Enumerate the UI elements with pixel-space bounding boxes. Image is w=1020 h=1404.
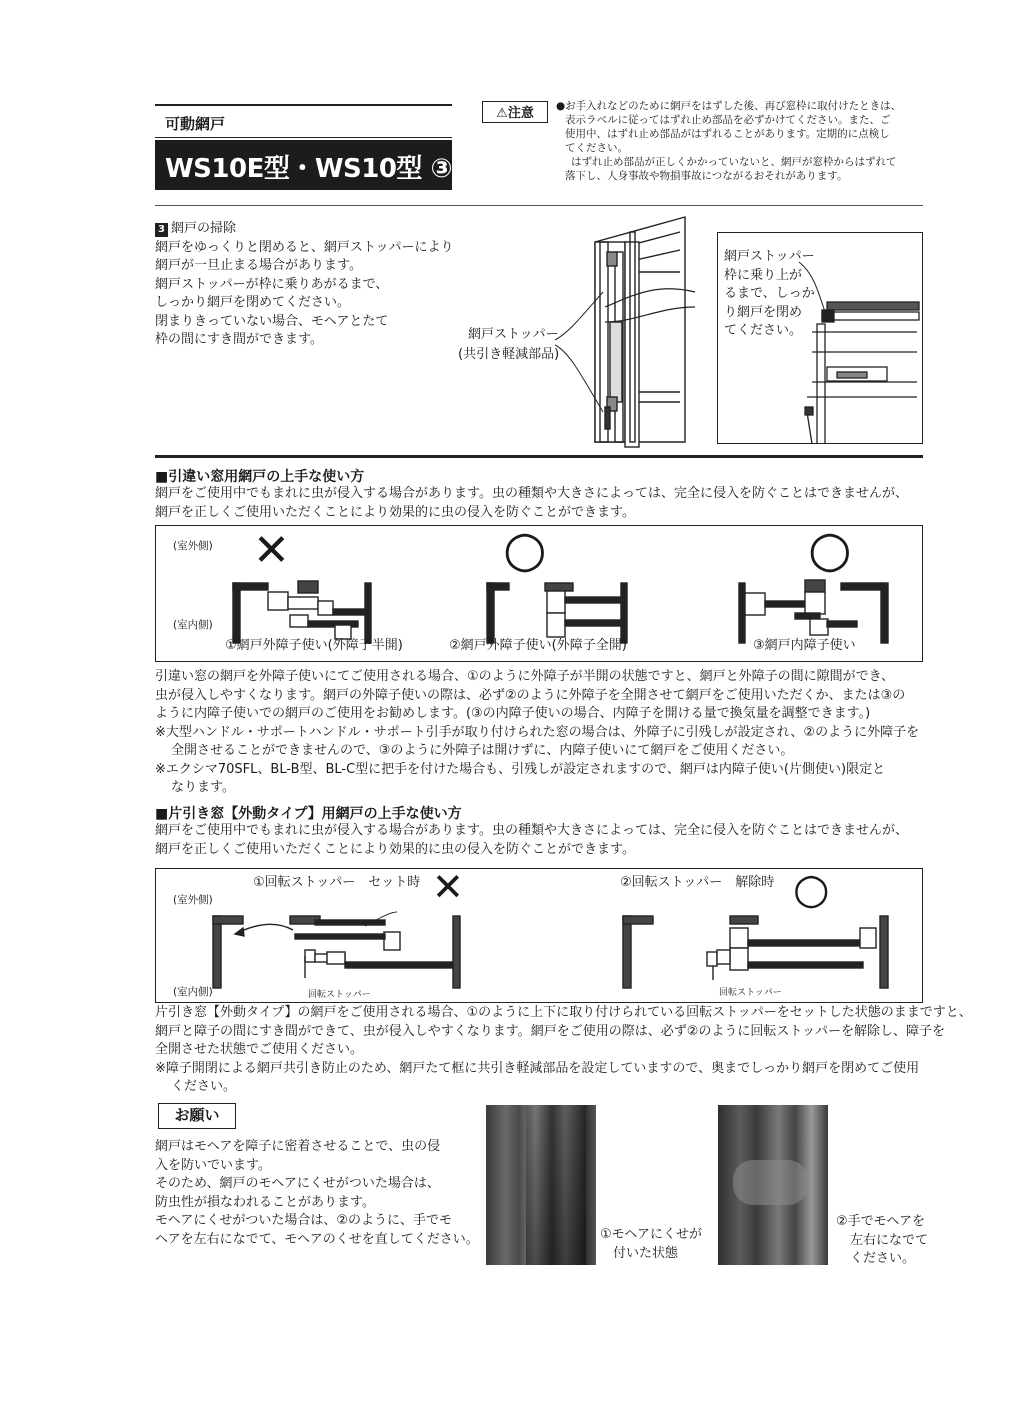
stopper-sublabel: (共引き軽減部品) (458, 347, 560, 362)
inset-text (724, 248, 815, 341)
cleaning-line: 枠の間にすき間ができます。 (155, 332, 323, 347)
photo-hand-shape (733, 1160, 808, 1205)
body-line: 虫が侵入しやすくなります。網戸の外障子使いの際は、必ず②のように外障子を全開させて網戸をご使用いただくか、または③の (155, 687, 906, 703)
model-title (155, 140, 452, 190)
casement-intro (155, 822, 908, 859)
cleaning-line: 網戸ストッパーが枠に乗りあがるまで、 (155, 276, 389, 292)
caption-line: ください。 (850, 1251, 916, 1266)
stopper-small-label: 回転ストッパー (308, 990, 371, 1000)
diagram-inner-sash (739, 580, 888, 643)
stopper-release-label: ②回転ストッパー 解除時 (620, 875, 775, 890)
note-line: ください。 (171, 1079, 237, 1094)
photo2-caption (836, 1213, 928, 1269)
stopper-small-label: 回転ストッパー (719, 988, 782, 998)
caption-line: ②手でモヘアを (836, 1214, 926, 1229)
intro-line: 網戸をご使用中でもまれに虫が侵入する場合があります。虫の種類や大きさによっては、完全に侵入を防ぐことはできませんが、 (155, 823, 908, 838)
intro-line: 網戸を正しくご使用いただくことにより効果的に虫の侵入を防ぐことができます。 (155, 504, 635, 520)
cleaning-line: 網戸が一旦止まる場合があります。 (155, 258, 362, 273)
caption-line: 左右になでて (850, 1232, 929, 1248)
indoor-label: (室内側) (173, 619, 213, 631)
note-line: なります。 (171, 780, 235, 795)
request-text (155, 1138, 479, 1249)
stopper-label: 網戸ストッパー (468, 327, 559, 342)
caution-text (556, 99, 936, 183)
cleaning-line: 網戸をゆっくりと閉めると、網戸ストッパーにより (155, 239, 454, 255)
outdoor-label: (室外側) (173, 540, 213, 552)
photo1-caption (600, 1226, 702, 1263)
request-line: ヘアを左右になでて、モヘアのくせを直してください。 (155, 1231, 479, 1247)
diagram-half-open (233, 581, 371, 643)
model-title-text: WS10E型・WS10型 ③ (165, 154, 452, 184)
cleaning-title (155, 220, 455, 239)
body-line: ように内障子使いでの網戸のご使用をお勧めします。(③の内障子使いの場合、内障子を開ける量で換気量を調整できます。) (155, 706, 871, 721)
section-number-badge: 3 (155, 223, 168, 237)
diagram-caption: ①網戸外障子使い(外障子半開) (225, 638, 403, 653)
caution-line: ●お手入れなどのために網戸をはずした後、再び窓枠に取付けたときは、 (556, 100, 902, 112)
cleaning-line: 閉まりきっていない場合、モヘアとたて (155, 313, 389, 329)
category-text: 可動網戸 (165, 115, 226, 133)
sliding-intro (155, 485, 908, 522)
cleaning-line: しっかり網戸を閉めてください。 (155, 295, 351, 310)
request-line: そのため、網戸のモヘアにくせがついた場合は、 (155, 1176, 440, 1191)
request-line: 防虫性が損なわれることがあります。 (155, 1194, 375, 1210)
casement-body (155, 1004, 972, 1097)
note-line: ※エクシマ70SFL、BL-B型、BL-C型に把手を付けた場合も、引残しが設定されますので、網戸は内障子使い(片側使い)限定と (155, 761, 886, 777)
diagram-stopper-released (623, 916, 888, 988)
category-label (155, 104, 452, 138)
request-line: モヘアにくせがついた場合は、②のように、手でモ (155, 1213, 453, 1228)
cleaning-title-text: 網戸の掃除 (171, 221, 237, 236)
body-line: 全開させた状態でご使用ください。 (155, 1042, 364, 1057)
request-title-box (158, 1103, 236, 1129)
inset-line: り網戸を閉め (724, 304, 803, 320)
body-line: 引違い窓の網戸を外障子使いにてご使用される場合、①のように外障子が半開の状態ですと、網戸と外障子の間に隙間ができ、 (155, 669, 895, 684)
diagram-caption: ②網戸外障子使い(外障子全開) (449, 638, 627, 653)
header-divider (155, 205, 923, 206)
diagram-full-open (487, 583, 627, 643)
caption-line: 付いた状態 (613, 1245, 679, 1261)
outdoor-label: (室外側) (173, 894, 213, 906)
inset-line: 枠に乗り上が (724, 267, 803, 283)
caution-line: はずれ止め部品が正しくかかっていないと、網戸が窓枠からはずれて (571, 156, 897, 168)
photo-hand-smoothing (718, 1105, 828, 1265)
diagram-stopper-set (213, 912, 460, 988)
mark-no-good: ✕ (253, 525, 290, 576)
caution-line: 落下し、人身事故や物損事故につながるおそれがあります。 (565, 170, 848, 182)
caution-label: ⚠注意 (496, 106, 534, 121)
photo-shadow (526, 1105, 586, 1265)
mark-good: ○ (793, 864, 830, 913)
indoor-label: (室内側) (173, 986, 213, 998)
stopper-set-label: ①回転ストッパー セット時 (253, 875, 421, 890)
request-title: お願い (174, 1106, 220, 1124)
body-line: 網戸と障子の間にすき間ができて、虫が侵入しやすくなります。網戸をご使用の際は、必ず②のように回転ストッパーを解除し、障子を (155, 1023, 945, 1039)
inset-line: てください。 (724, 323, 803, 338)
intro-line: 網戸を正しくご使用いただくことにより効果的に虫の侵入を防ぐことができます。 (155, 841, 635, 857)
sliding-body (155, 668, 919, 798)
diagram-caption: ③網戸内障子使い (753, 638, 856, 653)
body-line: 片引き窓【外動タイプ】の網戸をご使用される場合、①のように上下に取り付けられている回転ストッパーをセットした状態のままですと、 (155, 1005, 972, 1020)
note-line: ※大型ハンドル・サポートハンドル・サポート引手が取り付けられた窓の場合は、外障子に引残しが設定され、②のように外障子を (155, 724, 920, 740)
request-line: 網戸はモヘアを障子に密着させることで、虫の侵 (155, 1139, 441, 1154)
inset-line: るまで、しっか (724, 286, 815, 301)
intro-line: 網戸をご使用中でもまれに虫が侵入する場合があります。虫の種類や大きさによっては、完全に侵入を防ぐことはできませんが、 (155, 486, 908, 501)
cleaning-section (155, 220, 455, 350)
casement-section-title: ■片引き窓【外動タイプ】用網戸の上手な使い方 (155, 806, 462, 822)
request-line: 入を防いでいます。 (155, 1157, 271, 1173)
caution-badge (482, 101, 548, 123)
caution-line: 使用中、はずれ止め部品がはずれることがあります。定期的に点検し (565, 128, 890, 140)
section-divider (155, 455, 923, 458)
mark-no-good: ✕ (432, 865, 464, 909)
mark-good: ○ (808, 520, 852, 578)
mark-good: ○ (503, 520, 547, 578)
inset-line: 網戸ストッパー (724, 249, 815, 264)
caption-line: ①モヘアにくせが (600, 1227, 703, 1242)
caution-line: 表示ラベルに従ってはずれ止め部品を必ずかけてください。また、ご (565, 114, 891, 126)
casement-diagrams (155, 864, 923, 1003)
caution-line: てください。 (565, 142, 628, 154)
sliding-section-title: ■引違い窓用網戸の上手な使い方 (155, 469, 365, 485)
photo-mohair-crease (486, 1105, 596, 1265)
note-line: ※障子開閉による網戸共引き防止のため、網戸たて框に共引き軽減部品を設定していますので、奥までしっかり網戸を閉めてご使用 (155, 1060, 920, 1076)
note-line: 全開させることができませんので、③のように外障子は開けずに、内障子使いにて網戸をご使用ください。 (171, 743, 794, 758)
